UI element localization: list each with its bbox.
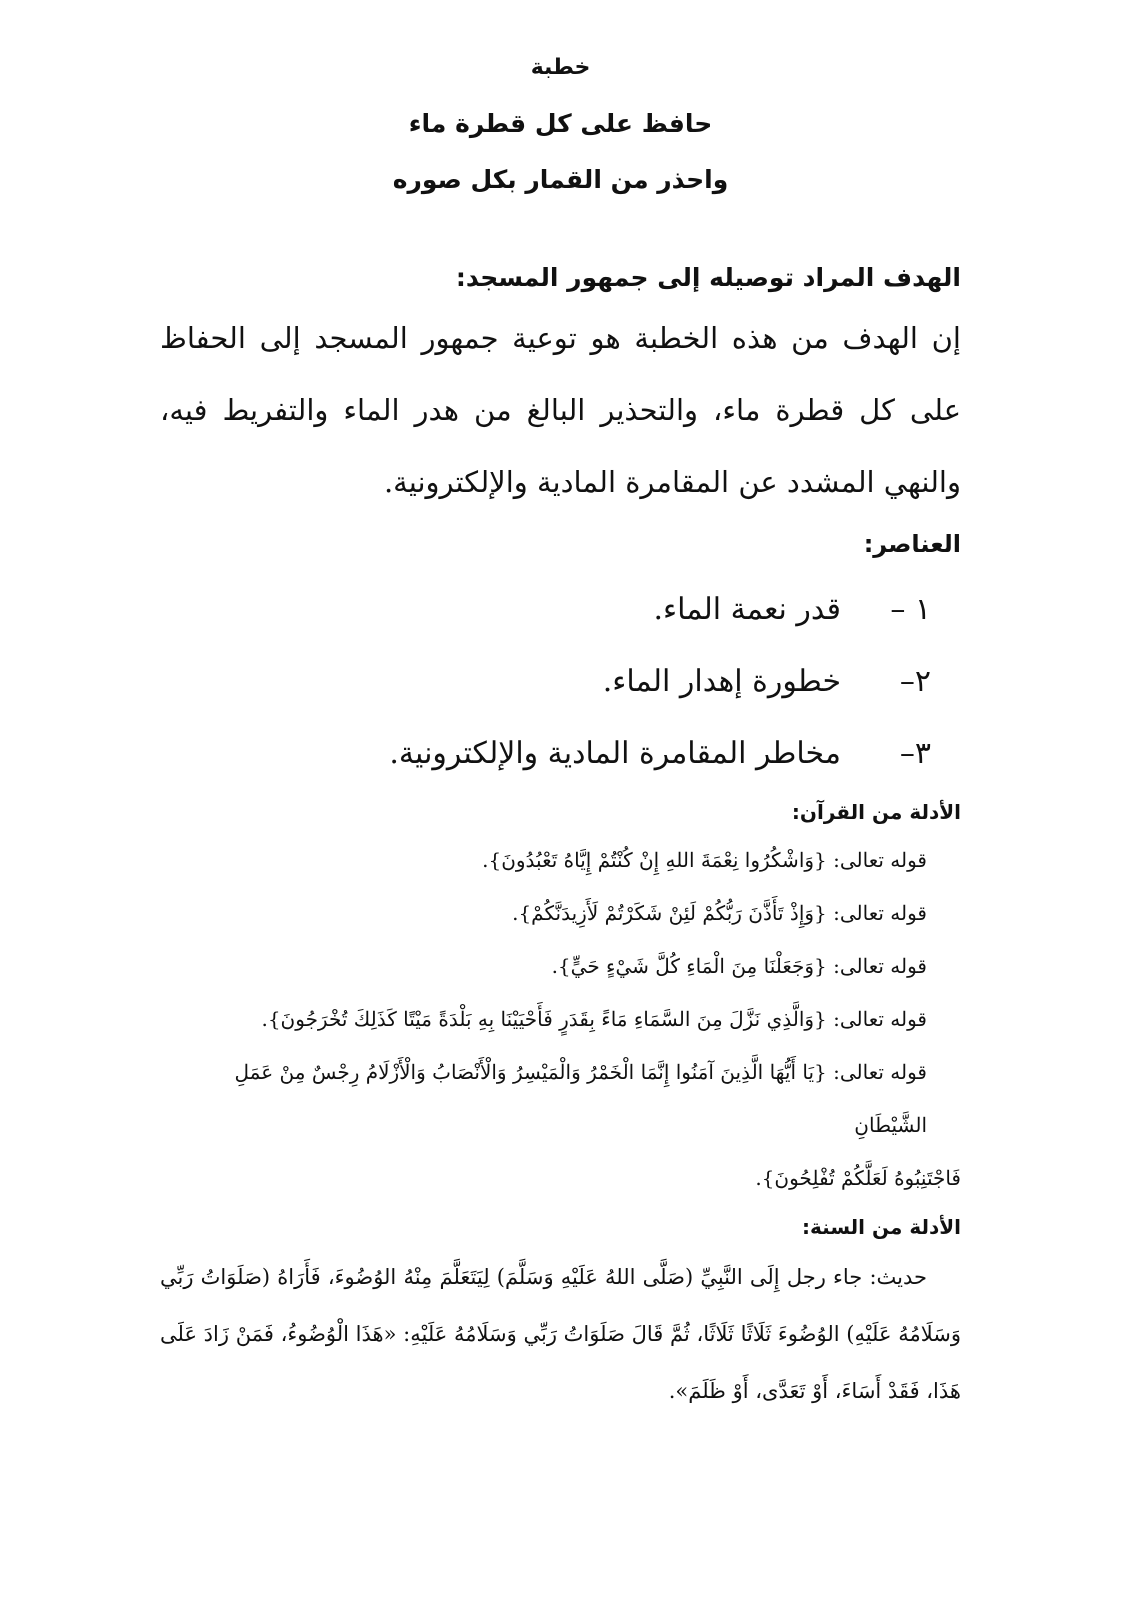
list-item-number: ٢– <box>899 664 931 699</box>
elements-list <box>160 574 961 790</box>
sermon-title-line2: واحذر من القمار بكل صوره <box>392 165 729 194</box>
list-item-text: خطورة إهدار الماء. <box>602 664 841 699</box>
goal-text: إن الهدف من هذه الخطبة هو توعية جمهور المسجد إلى الحفاظ على كل قطرة ماء، والتحذير البالغ من هدر الماء والتفريط فيه، والنهي المشدد عن المقامرة المادية والإلكترونية. <box>160 321 961 499</box>
quran-verse: قوله تعالى: {يَا أَيُّهَا الَّذِينَ آمَنُوا إِنَّمَا الْخَمْرُ وَالْمَيْسِرُ وَالْأَنْصَابُ وَالْأَزْلَامُ رِجْسٌ مِنْ عَمَلِ الشَّيْطَانِ <box>234 1060 927 1137</box>
quran-verse-continuation: فَاجْتَنِبُوهُ لَعَلَّكُمْ تُفْلِحُونَ}. <box>755 1166 961 1190</box>
list-item-number: ١ – <box>890 592 931 627</box>
hadith-text: حديث: جاء رجل إِلَى النَّبِيِّ (صَلَّى اللهُ عَلَيْهِ وَسَلَّمَ) لِيَتَعَلَّمَ مِنْهُ الوُضُوءَ، فَأَرَاهُ (صَلَوَاتُ رَبِّي وَسَلَامُهُ عَلَيْهِ) الوُضُوءَ ثَلَاثًا ثَلَاثًا، ثُمَّ قَالَ صَلَوَاتُ رَبِّي وَسَلَامُهُ عَلَيْهِ: «هَذَا الْوُضُوءُ، فَمَنْ زَادَ عَلَى هَذَا، فَقَدْ أَسَاءَ، أَوْ تَعَدَّى، أَوْ ظَلَمَ». <box>160 1265 961 1403</box>
quran-verse: قوله تعالى: {وَإِذْ تَأَذَّنَ رَبُّكُمْ لَئِنْ شَكَرْتُمْ لَأَزِيدَنَّكُمْ}. <box>512 901 927 925</box>
sermon-title-line1: حافظ على كل قطرة ماء <box>408 109 713 138</box>
list-item <box>160 718 961 790</box>
quran-verse: قوله تعالى: {وَالَّذِي نَزَّلَ مِنَ السَّمَاءِ مَاءً بِقَدَرٍ فَأَحْيَيْنَا بِهِ بَلْدَةً مَيْتًا كَذَلِكَ تُخْرَجُونَ}. <box>261 1007 927 1031</box>
quran-heading: الأدلة من القرآن: <box>791 800 961 824</box>
goal-heading: الهدف المراد توصيله إلى جمهور المسجد: <box>455 263 961 292</box>
elements-heading: العناصر: <box>863 530 961 558</box>
quran-verse: قوله تعالى: {وَجَعَلْنَا مِنَ الْمَاءِ كُلَّ شَيْءٍ حَيٍّ}. <box>551 954 927 978</box>
list-item <box>160 646 961 718</box>
quran-verse: قوله تعالى: {وَاشْكُرُوا نِعْمَةَ اللهِ إِنْ كُنْتُمْ إِيَّاهُ تَعْبُدُونَ}. <box>482 848 927 872</box>
list-item-number: ٣– <box>899 736 931 771</box>
list-item-text: مخاطر المقامرة المادية والإلكترونية. <box>389 736 841 771</box>
sermon-label: خطبة <box>530 55 591 80</box>
sunnah-heading: الأدلة من السنة: <box>802 1215 961 1239</box>
list-item <box>160 574 961 646</box>
list-item-text: قدر نعمة الماء. <box>653 592 841 627</box>
